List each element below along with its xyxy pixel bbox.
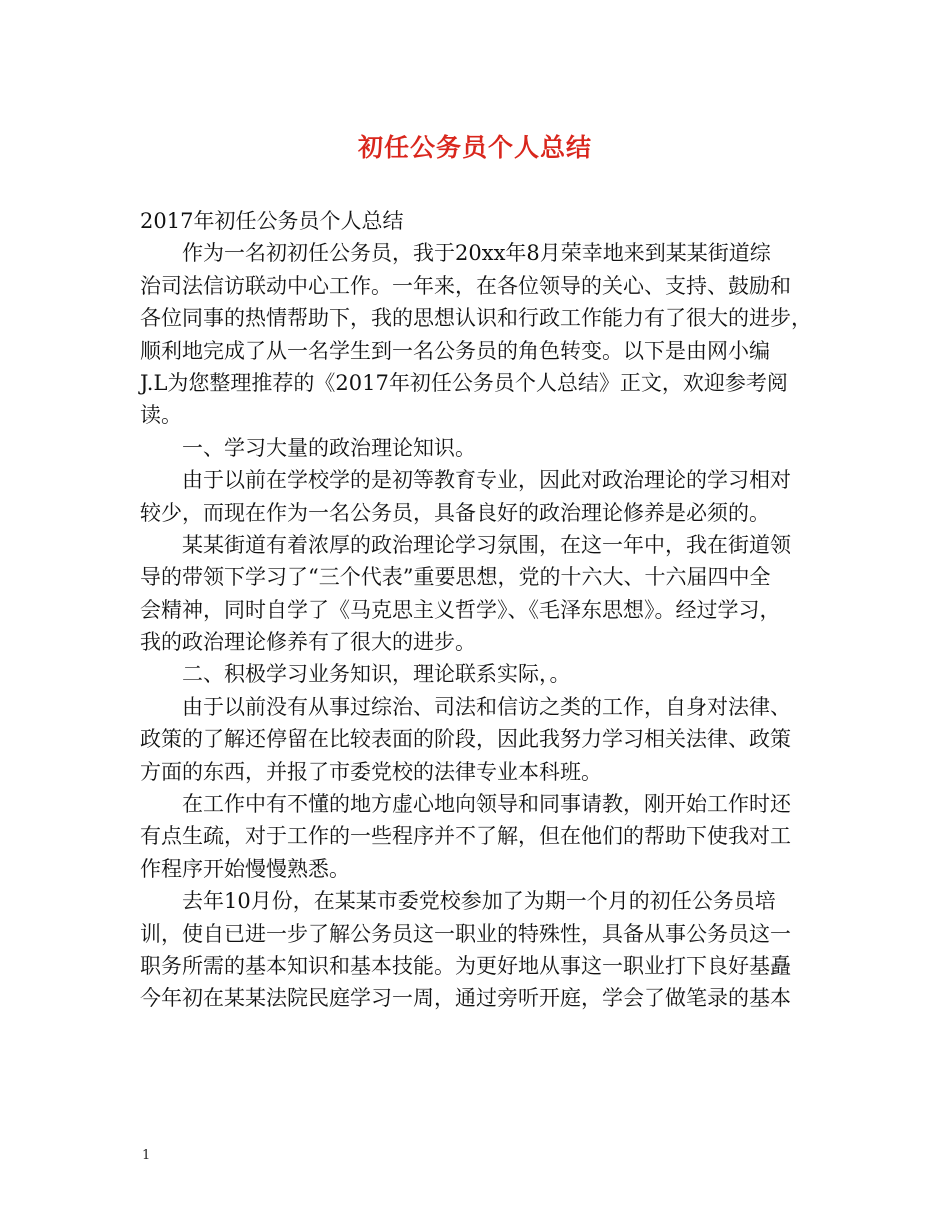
text-line: 训，使自已进一步了解公务员这一职业的特殊性，具备从事公务员这一 bbox=[140, 921, 791, 946]
text-line: 某某街道有着浓厚的政治理论学习氛围，在这一年中，我在街道领 bbox=[182, 532, 791, 557]
text-line: 会精神，同时自学了《马克思主义哲学》、《毛泽东思想》。经过学习， bbox=[140, 597, 781, 622]
text-line: 方面的东西，并报了市委党校的法律专业本科班。 bbox=[140, 759, 602, 784]
text-line: 作为一名初初任公务员，我于20xx年8月荣幸地来到某某街道综 bbox=[182, 241, 771, 266]
text-line: 今年初在某某法院民庭学习一周，通过旁听开庭，学会了做笔录的基本 bbox=[140, 986, 791, 1011]
text-line: 顺利地完成了从一名学生到一名公务员的角色转变。以下是由网小编 bbox=[140, 338, 770, 363]
text-line: 2017年初任公务员个人总结 bbox=[140, 209, 404, 233]
text-line: 去年10月份，在某某市委党校参加了为期一个月的初任公务员培 bbox=[182, 889, 776, 914]
text-line: 在工作中有不懂的地方虚心地向领导和同事请教，刚开始工作时还 bbox=[182, 792, 791, 817]
text-line: 导的带领下学习了“三个代表”重要思想，党的十六大、十六届四中全 bbox=[140, 565, 771, 590]
text-line: 职务所需的基本知识和基本技能。为更好地从事这一职业打下良好基矗 bbox=[140, 953, 791, 978]
page-number: 1 bbox=[142, 1148, 151, 1163]
document-body bbox=[140, 205, 820, 1015]
text-line: 读。 bbox=[140, 403, 182, 428]
text-line: 我的政治理论修养有了很大的进步。 bbox=[140, 630, 476, 655]
text-line: 二、积极学习业务知识，理论联系实际，。 bbox=[182, 662, 571, 687]
text-line: 较少，而现在作为一名公务员，具备良好的政治理论修养是必须的。 bbox=[140, 500, 770, 525]
text-line: 作程序开始慢慢熟悉。 bbox=[140, 856, 350, 881]
text-line: 有点生疏，对于工作的一些程序并不了解，但在他们的帮助下使我对工 bbox=[140, 824, 791, 849]
document-title: 初任公务员个人总结 bbox=[357, 133, 592, 162]
text-line: 政策的了解还停留在比较表面的阶段，因此我努力学习相关法律、政策 bbox=[140, 727, 791, 752]
text-line: 由于以前在学校学的是初等教育专业，因此对政治理论的学习相对 bbox=[182, 468, 791, 493]
text-line: 由于以前没有从事过综治、司法和信访之类的工作，自身对法律、 bbox=[182, 694, 791, 719]
text-line: 一、学习大量的政治理论知识。 bbox=[182, 435, 476, 460]
text-line: 治司法信访联动中心工作。一年来，在各位领导的关心、支持、鼓励和 bbox=[140, 273, 791, 298]
text-line: J.L为您整理推荐的《2017年初任公务员个人总结》正文，欢迎参考阅 bbox=[140, 370, 788, 395]
text-line: 各位同事的热情帮助下，我的思想认识和行政工作能力有了很大的进步， bbox=[140, 306, 812, 331]
